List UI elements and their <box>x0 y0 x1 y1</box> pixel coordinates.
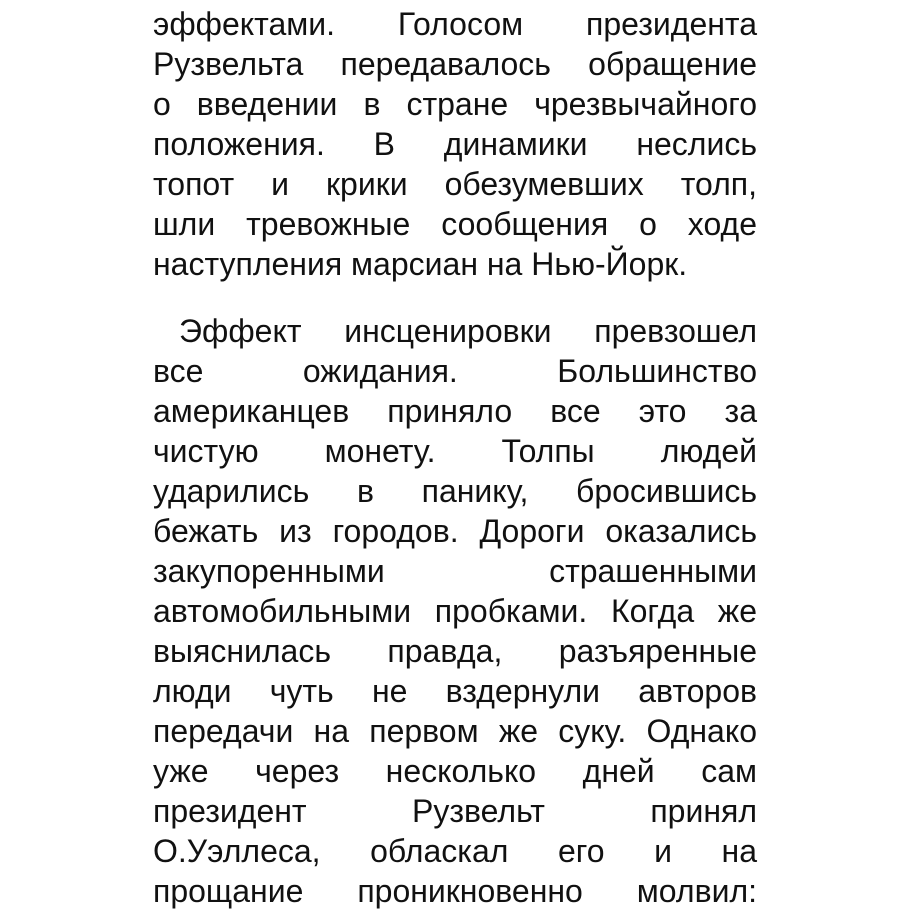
paragraph-line: американцев приняло все это за <box>153 393 757 429</box>
paragraph-line: Эффект инсценировки превзошел <box>179 313 757 349</box>
paragraph-line: ударились в панику, бросившись <box>153 473 757 509</box>
paragraph-line: передачи на первом же суку. Однако <box>153 713 757 749</box>
paragraph-line: закупоренными страшенными <box>153 553 757 589</box>
paragraph-line: бежать из городов. Дороги оказались <box>153 513 757 549</box>
paragraph-line: чистую монету. Толпы людей <box>153 433 757 469</box>
paragraph-line: Рузвельта передавалось обращение <box>153 46 757 82</box>
paragraph-line: уже через несколько дней сам <box>153 753 757 789</box>
paragraph-line: шли тревожные сообщения о ходе <box>153 206 757 242</box>
paragraph-line: люди чуть не вздернули авторов <box>153 673 757 709</box>
paragraph-line: президент Рузвельт принял <box>153 793 757 829</box>
paragraph-line: эффектами. Голосом президента <box>153 6 757 42</box>
paragraph-line: выяснилась правда, разъяренные <box>153 633 757 669</box>
paragraph-line: наступления марсиан на Нью-Йорк. <box>153 246 688 282</box>
paragraph-line: прощание проникновенно молвил: <box>153 873 757 909</box>
paragraph-line: топот и крики обезумевших толп, <box>153 166 757 202</box>
paragraph-line: положения. В динамики неслись <box>153 126 757 162</box>
paragraph-line: О.Уэллеса, обласкал его и на <box>153 833 757 869</box>
paragraph-line: автомобильными пробками. Когда же <box>153 593 757 629</box>
paragraph-line: все ожидания. Большинство <box>153 353 757 389</box>
paragraph-line: о введении в стране чрезвычайного <box>153 86 757 122</box>
